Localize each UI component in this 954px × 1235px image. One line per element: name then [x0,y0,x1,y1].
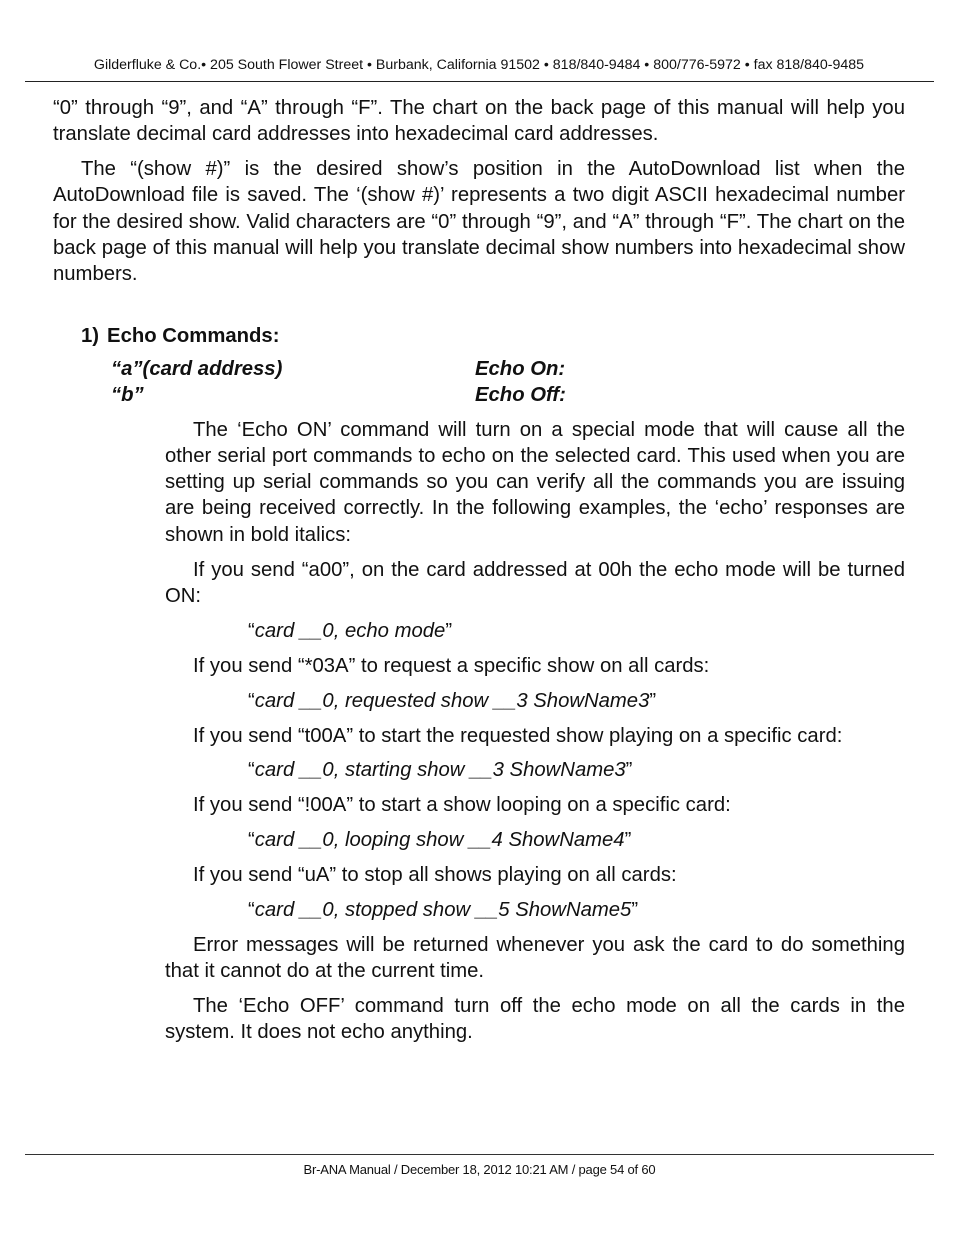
header-divider [25,81,934,82]
command-row-echo-off [111,382,905,408]
example-send-t00a: If you send “t00A” to start the requested show playing on a specific card: [193,724,843,747]
footer-divider [25,1154,934,1155]
error-messages-note: Error messages will be returned whenever you ask the card to do something that it cannot do at the current time. [165,933,905,983]
section-heading [81,323,905,349]
example-send-00a: If you send “!00A” to start a show looping on a specific card: [193,794,731,817]
section-title: Echo Commands: [107,324,280,347]
example-send-ua: If you send “uA” to stop all shows playing on all cards: [193,864,677,887]
paragraph-card-address: “0” through “9”, and “A” through “F”. The chart on the back page of this manual will help you translate decimal card addresses into hexadecimal card addresses. [53,97,905,146]
command-row-echo-on [111,356,905,382]
example-echo-response: “card __0, requested show __3 ShowName3” [248,689,657,712]
echo-on-intro: The ‘Echo ON’ command will turn on a special mode that will cause all the other serial port commands to echo on the selected card. This used when you are setting up serial commands so you can verify all the commands you are issuing are being received correctly. In the following examples, the ‘echo’ responses are shown in bold italics: [165,418,905,546]
command-name: Echo Off: [475,384,566,407]
section-number: 1) [81,324,100,347]
page-footer: Br-ANA Manual / December 18, 2012 10:21 AM / page 54 of 60 [303,1162,656,1177]
page-body [53,95,905,1054]
echo-commands-description [165,417,905,1046]
command-code: “a”(card address) [111,357,283,380]
example-send-a00: If you send “a00”, on the card addressed at 00h the echo mode will be turned ON: [165,558,905,607]
example-echo-response: “card __0, starting show __3 ShowName3” [248,759,633,782]
example-echo-response: “card __0, looping show __4 ShowName4” [248,829,632,852]
paragraph-show-number: The “(show #)” is the desired show’s position in the AutoDownload list when the AutoDownload file is saved. The ‘(show #)’ represents a two digit ASCII hexadecimal number for the desired show. Valid characters are “0” through “9”, and “A” through “F”. The chart on the back page of this manual will help you translate decimal show numbers into hexadecimal show numbers. [53,158,905,286]
page-header: Gilderfluke & Co.• 205 South Flower Street • Burbank, California 91502 • 818/840-9484 • 800/776-5972 • fax 818/840-9485 [93,57,865,73]
example-echo-response: “card __0, stopped show __5 ShowName5” [248,898,639,921]
command-code: “b” [111,384,144,407]
example-echo-response: “card __0, echo mode” [248,619,453,642]
echo-off-description: The ‘Echo OFF’ command turn off the echo mode on all the cards in the system. It does not echo anything. [165,995,905,1044]
example-send-03a: If you send “*03A” to request a specific show on all cards: [193,654,710,677]
command-name: Echo On: [475,357,566,380]
